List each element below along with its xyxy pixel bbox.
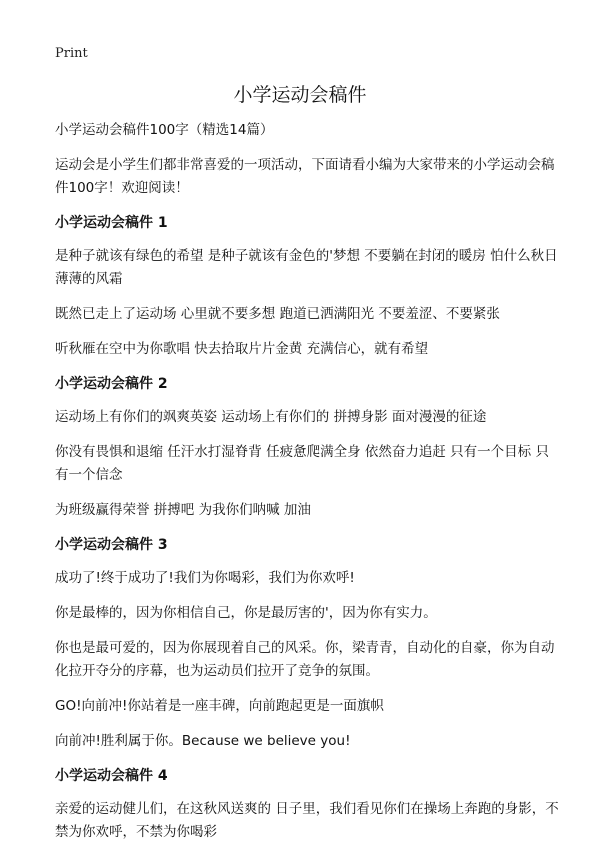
section-paragraph: 亲爱的运动健儿们，在这秋风送爽的 日子里，我们看见你们在操场上奔跑的身影，不禁为你欢呼，不禁为你喝彩 [55,801,559,840]
section-heading: 小学运动会稿件 2 [55,376,168,392]
section-paragraph: GO!向前冲!你站着是一座丰碑，向前跑起更是一面旗帜 [55,698,384,714]
section-paragraph: 为班级赢得荣誉 拼搏吧 为我你们呐喊 加油 [55,502,311,518]
section-paragraph: 运动场上有你们的飒爽英姿 运动场上有你们的 拼搏身影 面对漫漫的征途 [55,409,487,425]
print-link[interactable]: Print [55,46,88,61]
section-paragraph: 既然已走上了运动场 心里就不要多想 跑道已洒满阳光 不要羞涩、不要紧张 [55,306,500,322]
section-paragraph: 你也是最可爱的，因为你展现着自己的风采。你，梁青青，自动化的自豪，你为自动化拉开夺分的序幕，也为运动员们拉开了竞争的氛围。 [55,640,555,679]
page-title: 小学运动会稿件 [233,84,367,106]
section-paragraph: 你没有畏惧和退缩 任汗水打湿脊背 任疲惫爬满全身 依然奋力追赶 只有一个目标 只有一个信念 [55,444,549,483]
section-paragraph: 听秋雁在空中为你歌唱 快去拾取片片金黄 充满信心，就有希望 [55,341,429,357]
section-paragraph: 是种子就该有绿色的希望 是种子就该有金色的'梦想 不要躺在封闭的暖房 怕什么秋日薄薄的风霜 [55,248,558,287]
section-paragraph: 你是最棒的，因为你相信自己，你是最厉害的'，因为你有实力。 [55,605,437,621]
section-heading: 小学运动会稿件 1 [55,215,168,231]
article-body [55,119,560,856]
section-heading: 小学运动会稿件 3 [55,537,168,553]
intro-paragraph: 运动会是小学生们都非常喜爱的一项活动，下面请看小编为大家带来的小学运动会稿件100字！欢迎阅读！ [55,157,555,196]
section-paragraph: 成功了!终于成功了!我们为你喝彩，我们为你欢呼! [55,570,355,586]
section-heading: 小学运动会稿件 4 [55,768,168,784]
section-paragraph: 向前冲!胜利属于你。Because we believe you! [55,733,351,749]
subtitle: 小学运动会稿件100字（精选14篇） [55,122,274,138]
